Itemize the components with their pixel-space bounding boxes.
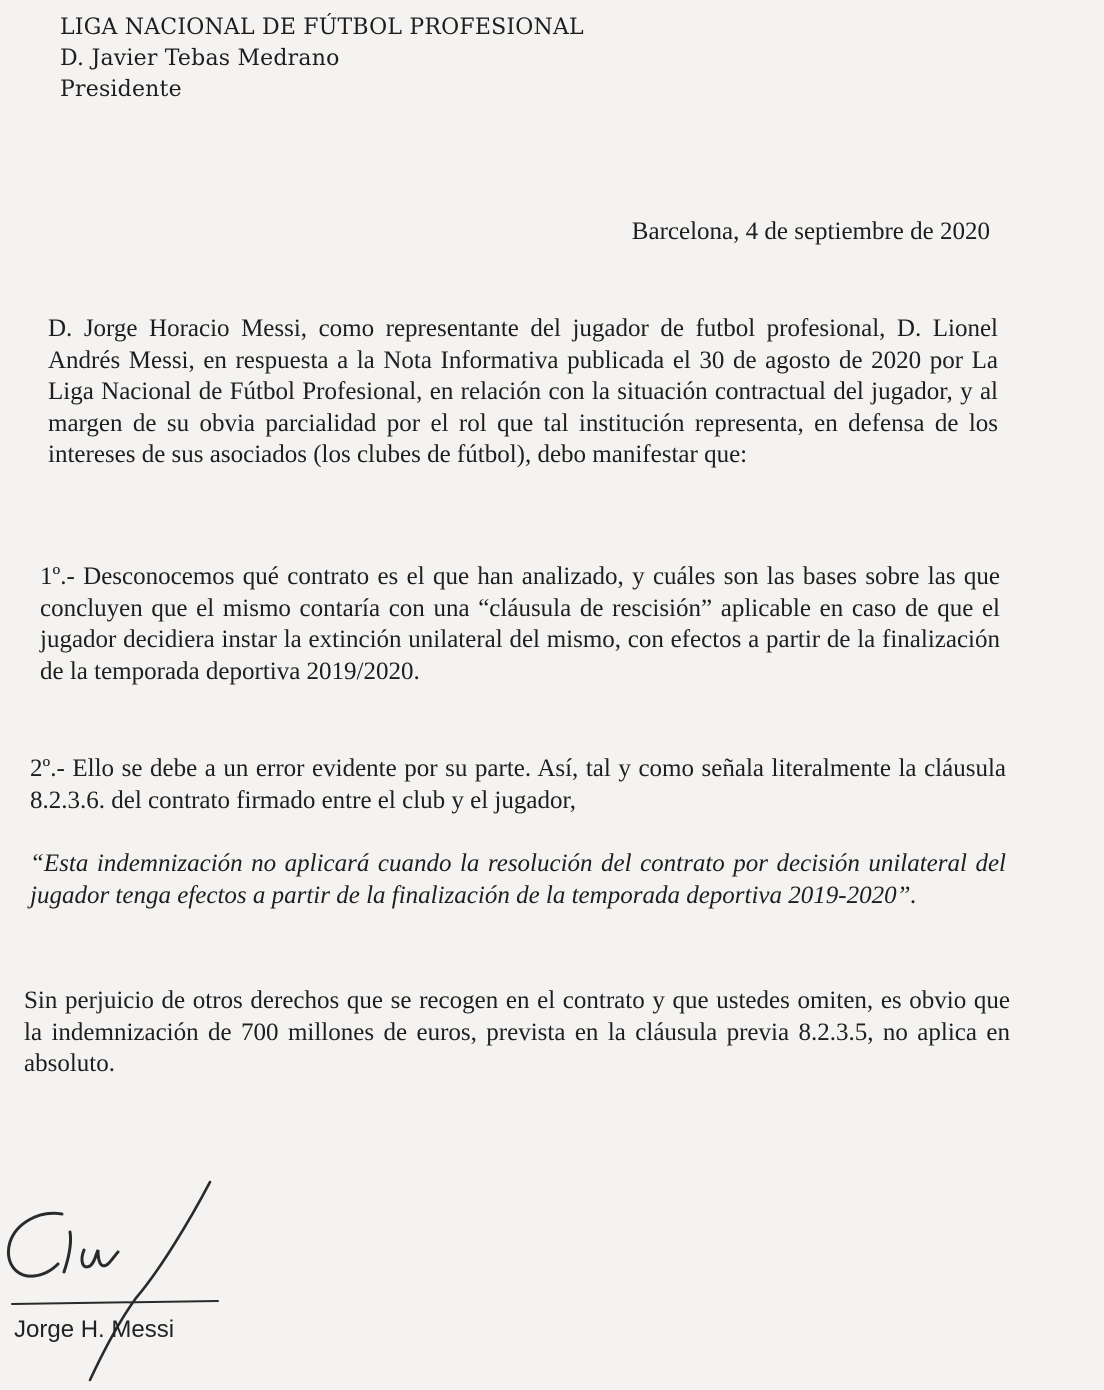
recipient-block: [60, 12, 584, 105]
handwritten-signature: [0, 1180, 240, 1390]
recipient-title: Presidente: [60, 77, 182, 102]
contract-clause-quote: “Esta indemnización no aplicará cuando la resolución del contrato por decisión unilateral del jugador tenga efectos a partir de la finalización de la temporada deportiva 2019-2020”.: [30, 850, 1006, 909]
recipient-organization: LIGA NACIONAL DE FÚTBOL PROFESIONAL: [60, 15, 584, 40]
signer-name: Jorge H. Messi: [14, 1316, 175, 1343]
intro-paragraph: D. Jorge Horacio Messi, como representante del jugador de futbol profesional, D. Lionel Andrés Messi, en respuesta a la Nota Informativa publicada el 30 de agosto de 2020 por La Liga Nacional de Fútbol Profesional, en relación con la situación contractual del jugador, y al margen de su obvia parcialidad por el rol que tal institución representa, en defensa de los intereses de sus asociados (los clubes de fútbol), debo manifestar que:: [48, 315, 998, 468]
closing-paragraph: Sin perjuicio de otros derechos que se recogen en el contrato y que ustedes omiten, es obvio que la indemnización de 700 millones de euros, prevista en la cláusula previa 8.2.3.5, no aplica en absoluto.: [24, 987, 1010, 1077]
recipient-name: D. Javier Tebas Medrano: [60, 46, 340, 71]
point-2-paragraph: 2º.- Ello se debe a un error evidente por su parte. Así, tal y como señala literalmente la cláusula 8.2.3.6. del contrato firmado entre el club y el jugador,: [30, 755, 1006, 814]
point-1-paragraph: 1º.- Desconocemos qué contrato es el que han analizado, y cuáles son las bases sobre las que concluyen que el mismo contaría con una “cláusula de rescisión” aplicable en caso de que el jugador decidiera instar la extinción unilateral del mismo, con efectos a partir de la finalización de la temporada deportiva 2019/2020.: [40, 563, 1000, 685]
place-and-date: Barcelona, 4 de septiembre de 2020: [631, 218, 990, 245]
